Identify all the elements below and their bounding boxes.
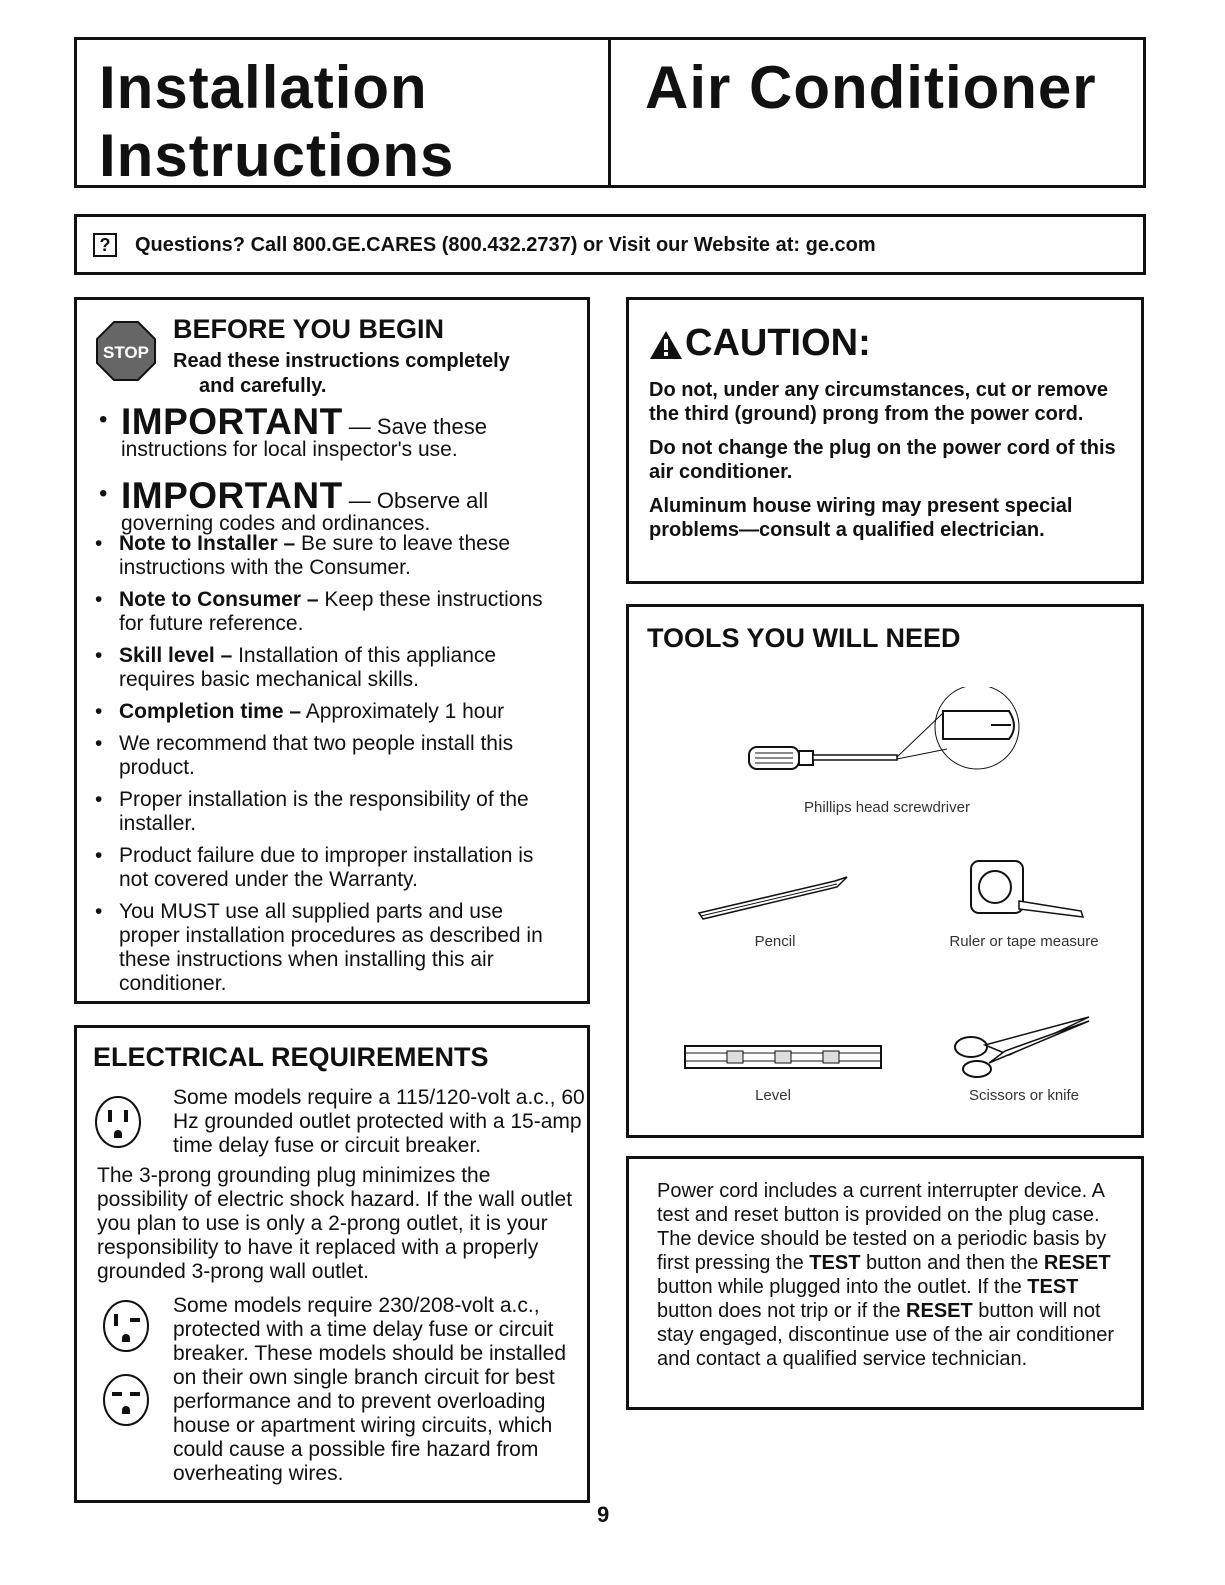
powercord-box [626,1156,1144,1410]
caution-p2: Do not change the plug on the power cord of this air conditioner. [649,437,1116,483]
electrical-title: ELECTRICAL REQUIREMENTS [93,1042,489,1072]
important-text-2a: — Observe all [342,488,489,513]
important-text-1b: instructions for local inspector's use. [121,438,458,461]
before-subtitle-line2: and carefully. [199,375,327,397]
powercord-text: Power cord includes a current interrupter device. A test and reset button is provided on the plug case. The device should be tested on a periodic basis by first pressing the TEST button and then the RESET button while plugged into the outlet. If the TEST button does not trip or if the RESET button will not stay engaged, discontinue use of the air conditioner and contact a qualified service technician. [657,1180,1114,1370]
outlet-115v-icon [93,1094,143,1150]
electrical-box [74,1025,590,1503]
tools-title: TOOLS YOU WILL NEED [647,623,961,653]
before-list [79,532,559,1004]
reset-word: RESET [906,1300,973,1322]
screwdriver-icon [747,687,1047,787]
svg-text:STOP: STOP [103,343,149,362]
before-title: BEFORE YOU BEGIN [173,314,445,344]
questions-bar [74,214,1146,275]
caution-title: CAUTION: [685,322,871,364]
before-you-begin-box [74,297,590,1004]
list-item: • Product failure due to improper installation is not covered under the Warranty. [95,844,534,891]
level-label: Level [755,1087,791,1104]
electrical-p3: Some models require 230/208-volt a.c., protected with a time delay fuse or circuit breaker. These models should be installed on their own single branch circuit for best performance and to prevent overloading house or apartment wiring circuits, which could cause a possible fire hazard from overheating wires. [173,1294,567,1485]
outlet-208v-icon [101,1372,151,1428]
questions-text: Questions? Call 800.GE.CARES (800.432.2737) or Visit our Website at: ge.com [135,234,876,256]
caution-p3: Aluminum house wiring may present special problems—consult a qualified electrician. [649,495,1073,541]
outlet-230v-icon [101,1298,151,1354]
question-icon: ? [93,233,117,257]
important-item-1: • IMPORTANT — Save these instructions for local inspector's use. [99,402,579,462]
list-item: • We recommend that two people install this product. [95,732,514,779]
list-item: • Completion time – Approximately 1 hour [95,700,505,723]
important-label-1: IMPORTANT [121,401,343,442]
before-subtitle-line1: Read these instructions completely [173,350,510,372]
important-label-2: IMPORTANT [121,475,343,516]
test-word: TEST [1027,1276,1079,1298]
test-word: TEST [809,1252,861,1274]
tape-measure-icon [959,857,1089,927]
reset-word: RESET [1043,1252,1111,1274]
scissors-label: Scissors or knife [968,1087,1080,1104]
header-left-title-line2: Instructions [99,122,455,189]
list-item: • Note to Consumer – Keep these instructions for future reference. [95,588,543,635]
stop-icon [95,320,157,382]
list-item: • Skill level – Installation of this appliance requires basic mechanical skills. [95,644,497,691]
scissors-icon [949,1011,1099,1081]
ruler-label: Ruler or tape measure [949,933,1099,950]
important-text-1a: — Save these [342,414,487,439]
warning-icon [649,330,683,360]
page-number: 9 [597,1502,610,1527]
list-item: • Proper installation is the responsibility of the installer. [95,788,529,835]
important-item-2: • IMPORTANT — Observe all governing codes and ordinances. [99,476,579,536]
level-icon [683,1043,883,1073]
header-divider [608,40,611,185]
screwdriver-label: Phillips head screwdriver [804,799,970,816]
header-right-title: Air Conditioner [645,54,1097,121]
pencil-label: Pencil [754,933,796,950]
important-list [99,402,579,536]
electrical-p2: The 3-prong grounding plug minimizes the possibility of electric shock hazard. If the wall outlet you plan to use is only a 2-prong outlet, it is your responsibility to have it replaced with a properly grounded 3-prong wall outlet. [97,1164,573,1283]
caution-box [626,297,1144,584]
header-box [74,37,1146,188]
caution-body [649,378,1127,552]
list-item: • Note to Installer – Be sure to leave these instructions with the Consumer. [95,532,511,579]
pencil-icon [695,873,855,923]
caution-p1: Do not, under any circumstances, cut or remove the third (ground) prong from the power cord. [649,379,1109,425]
important-text-2b: governing codes and ordinances. [121,512,431,535]
header-left-title-line1: Installation [99,54,428,121]
list-item: • You MUST use all supplied parts and use proper installation procedures as described in these instructions when installing this air conditioner. [95,900,543,995]
electrical-p1: Some models require a 115/120-volt a.c., 60 Hz grounded outlet protected with a 15-amp time delay fuse or circuit breaker. [173,1086,585,1157]
tools-box [626,604,1144,1138]
